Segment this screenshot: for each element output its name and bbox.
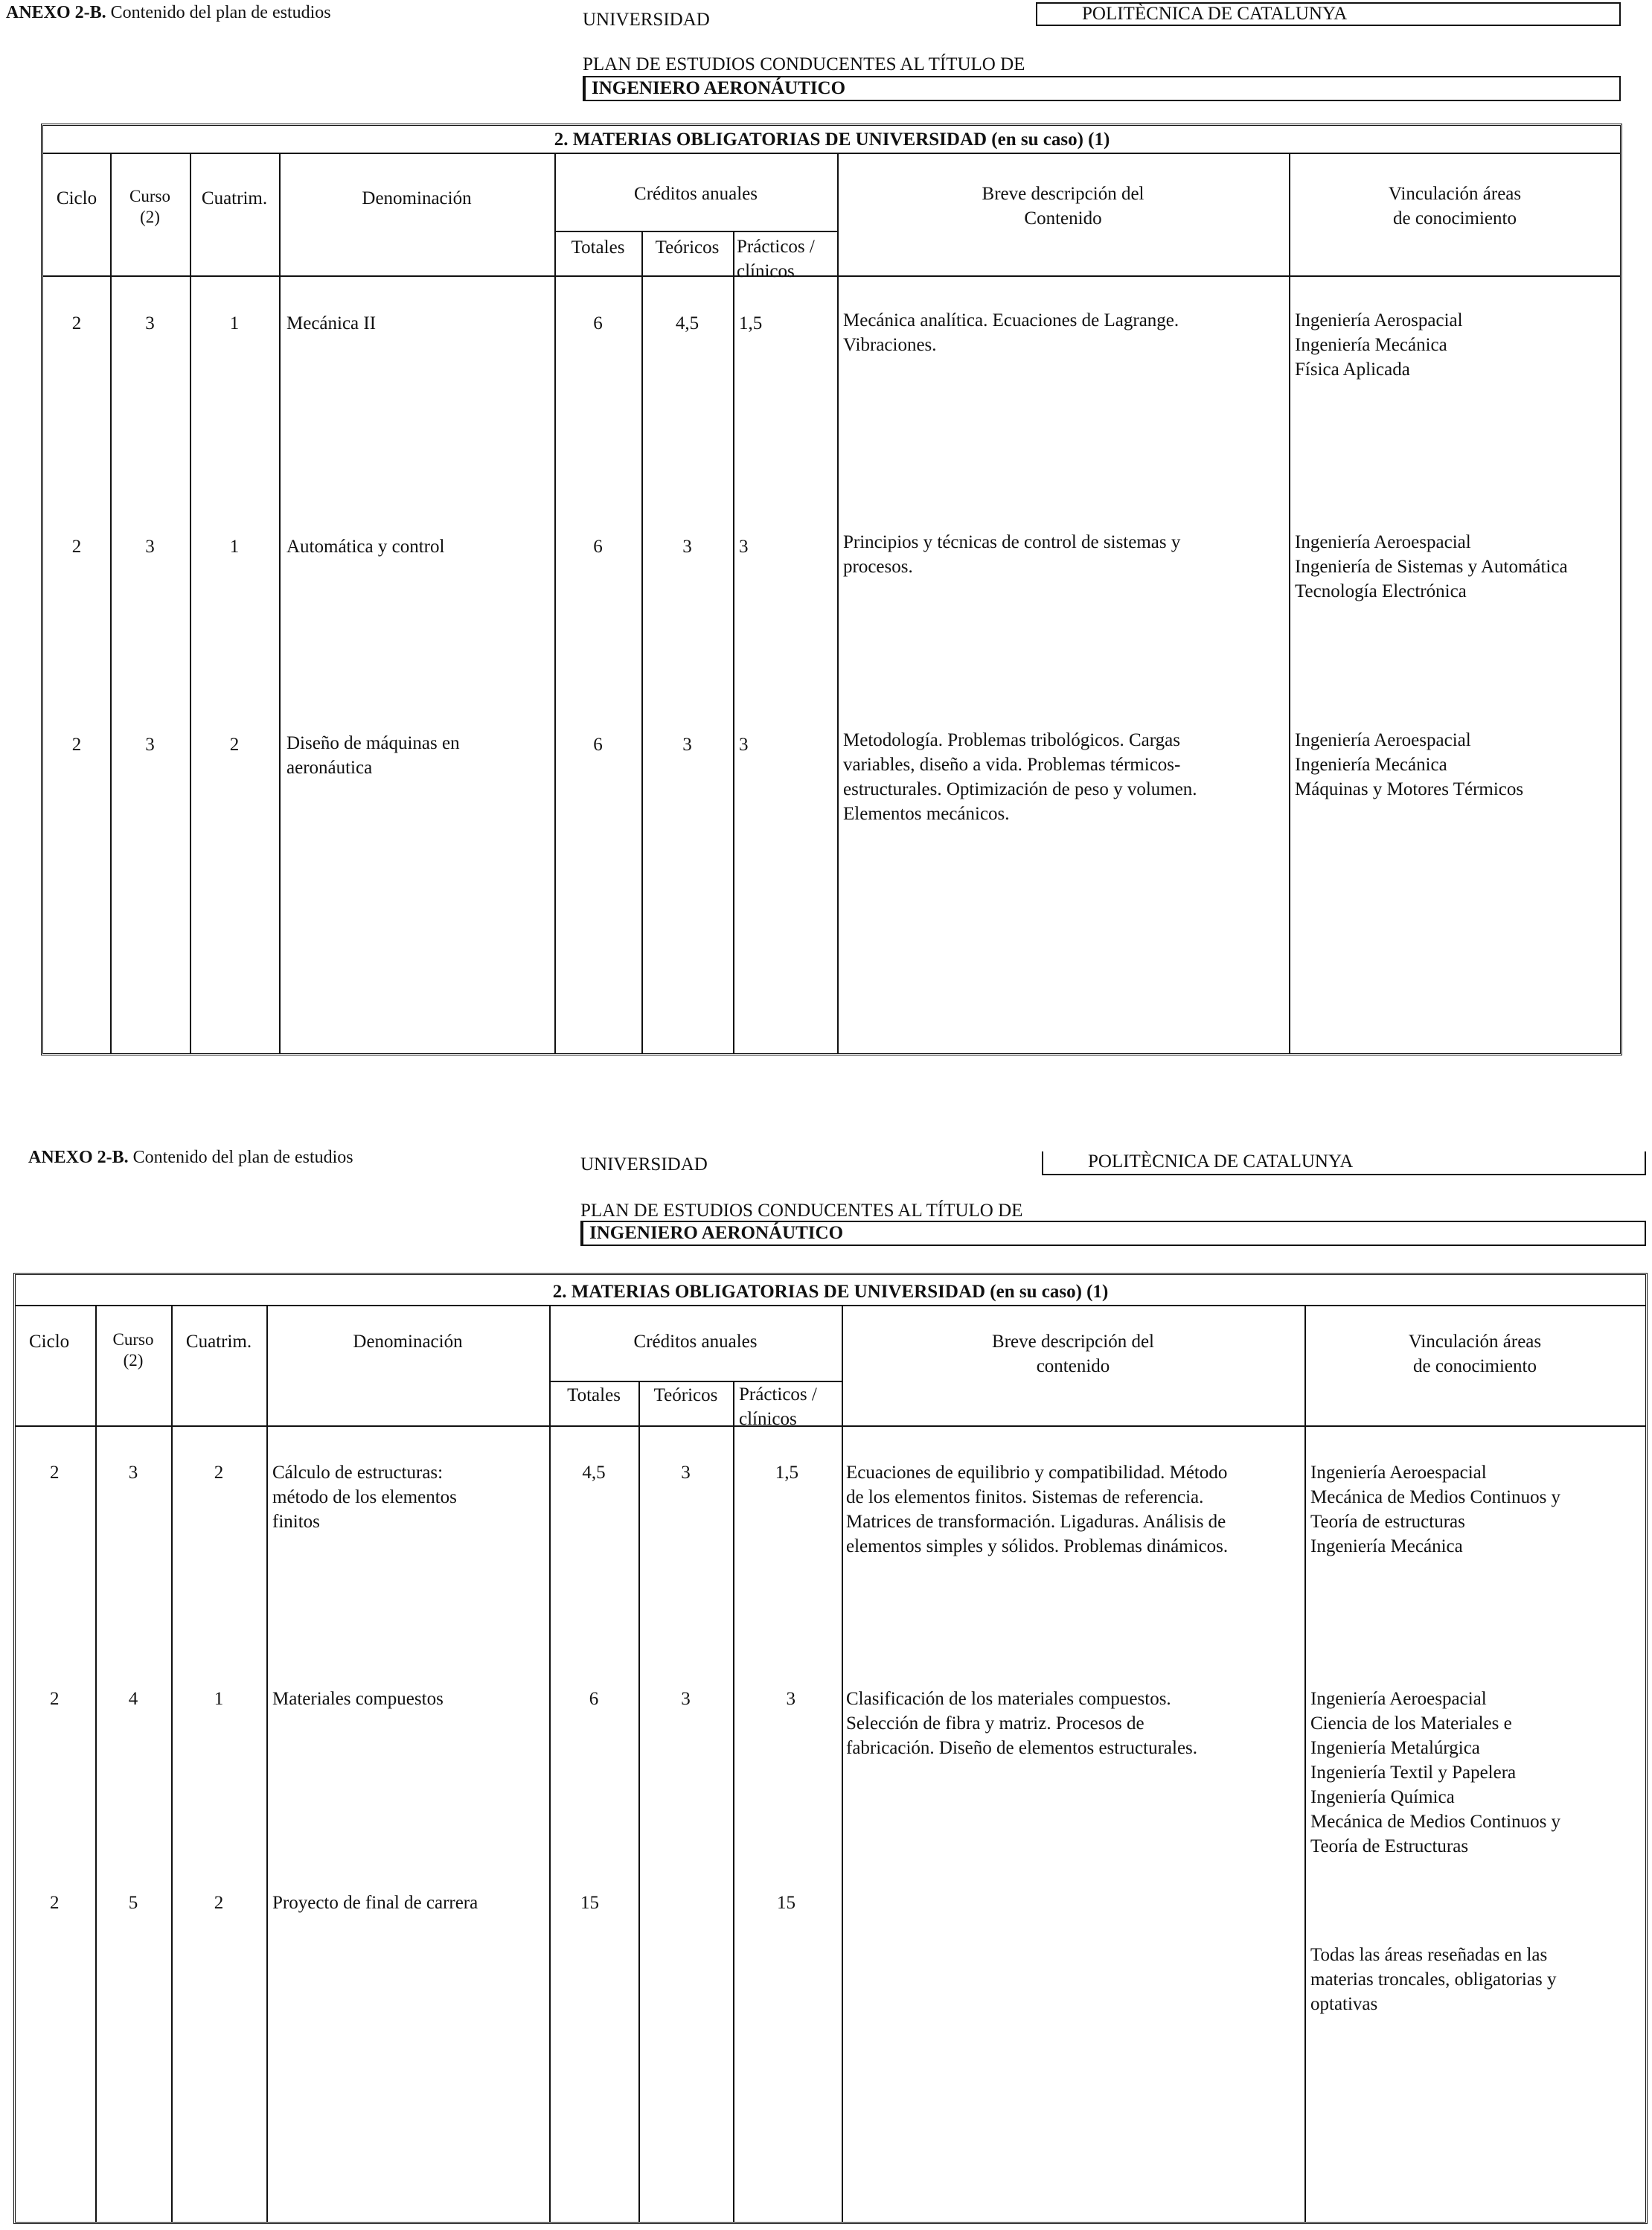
- cell-vinculacion: Ingeniería Aeroespacial Mecánica de Medios Continuos y Teoría de estructuras Ingeniería Mecánica: [1310, 1463, 1561, 1556]
- cell-curso: 4: [128, 1689, 138, 1709]
- titulo-value: INGENIERO AERONÁUTICO: [580, 1221, 1646, 1246]
- cell-vinculacion: Todas las áreas reseñadas en las materias troncales, obligatorias y optativas: [1310, 1945, 1557, 2014]
- cell-cuatrim: 2: [229, 735, 240, 755]
- col-denominacion: Denominación: [362, 188, 472, 208]
- cell-denominacion: Automática y control: [286, 537, 445, 557]
- cell-cuatrim: 2: [214, 1893, 224, 1913]
- cell-teoricos: 4,5: [675, 313, 699, 333]
- col-descripcion: Breve descripción del Contenido: [982, 184, 1144, 229]
- cell-denominacion: Proyecto de final de carrera: [272, 1893, 478, 1913]
- cell-ciclo: 2: [71, 313, 82, 333]
- cell-descripcion: Principios y técnicas de control de sistemas y procesos.: [843, 532, 1181, 577]
- cell-practicos: 1,5: [739, 313, 763, 333]
- plan-label: PLAN DE ESTUDIOS CONDUCENTES AL TÍTULO DE: [583, 54, 1025, 74]
- cell-curso: 3: [128, 1463, 138, 1483]
- cell-cuatrim: 1: [229, 537, 240, 557]
- cell-totales: 6: [593, 735, 603, 755]
- col-vinculacion: Vinculación áreas de conocimiento: [1408, 1332, 1542, 1376]
- cell-ciclo: 2: [71, 735, 82, 755]
- table-banner: 2. MATERIAS OBLIGATORIAS DE UNIVERSIDAD (en su caso) (1): [552, 1282, 1109, 1302]
- col-practicos: Prácticos / clínicos: [737, 237, 815, 281]
- cell-ciclo: 2: [50, 1893, 60, 1913]
- anexo-heading: ANEXO 2-B. Contenido del plan de estudios: [6, 3, 331, 22]
- cell-curso: 3: [145, 537, 155, 557]
- cell-cuatrim: 2: [214, 1463, 224, 1483]
- cell-teoricos: 3: [682, 537, 692, 557]
- col-ciclo: Ciclo: [56, 188, 97, 208]
- cell-curso: 3: [145, 735, 155, 755]
- cell-ciclo: 2: [50, 1689, 60, 1709]
- cell-cuatrim: 1: [229, 313, 240, 333]
- cell-vinculacion: Ingeniería Aeroespacial Ingeniería Mecánica Máquinas y Motores Térmicos: [1295, 730, 1524, 799]
- universidad-label: UNIVERSIDAD: [580, 1154, 708, 1175]
- titulo-value: INGENIERO AERONÁUTICO: [583, 76, 1621, 101]
- cell-teoricos: 3: [681, 1463, 691, 1483]
- cell-denominacion: Cálculo de estructuras: método de los elementos finitos: [272, 1463, 457, 1532]
- cell-denominacion: Diseño de máquinas en aeronáutica: [286, 733, 460, 778]
- col-totales: Totales: [571, 237, 625, 258]
- cell-cuatrim: 1: [214, 1689, 224, 1709]
- cell-curso: 5: [128, 1893, 138, 1913]
- cell-practicos: 3: [786, 1689, 795, 1709]
- cell-teoricos: 3: [681, 1689, 691, 1709]
- cell-ciclo: 2: [50, 1463, 60, 1483]
- universidad-value: POLITÈCNICA DE CATALUNYA: [1042, 1151, 1646, 1175]
- cell-vinculacion: Ingeniería Aerospacial Ingeniería Mecánica Física Aplicada: [1295, 310, 1463, 380]
- cell-descripcion: Metodología. Problemas tribológicos. Cargas variables, diseño a vida. Problemas térmicos- estructurales. Optimización de peso y volumen. Elementos mecánicos.: [843, 730, 1197, 824]
- cell-curso: 3: [145, 313, 155, 333]
- col-cuatrim: Cuatrim.: [201, 188, 268, 208]
- cell-descripcion: Clasificación de los materiales compuestos. Selección de fibra y matriz. Procesos de fabricación. Diseño de elementos estructurales.: [846, 1689, 1198, 1758]
- col-curso: Curso (2): [129, 187, 170, 226]
- col-teoricos: Teóricos: [655, 237, 720, 258]
- cell-descripcion: Ecuaciones de equilibrio y compatibilidad. Método de los elementos finitos. Sistemas de referencia. Matrices de transformación. Ligaduras. Análisis de elementos simples y sólidos. Problemas dinámicos.: [846, 1463, 1229, 1556]
- col-totales: Totales: [567, 1385, 621, 1405]
- col-ciclo: Ciclo: [29, 1332, 70, 1352]
- cell-totales: 6: [593, 537, 603, 557]
- col-practicos: Prácticos / clínicos: [739, 1384, 817, 1429]
- universidad-value: POLITÈCNICA DE CATALUNYA: [1036, 2, 1621, 26]
- col-teoricos: Teóricos: [653, 1385, 718, 1405]
- cell-vinculacion: Ingeniería Aeroespacial Ingeniería de Sistemas y Automática Tecnología Electrónica: [1295, 532, 1568, 601]
- cell-descripcion: Mecánica analítica. Ecuaciones de Lagrange. Vibraciones.: [843, 310, 1179, 355]
- anexo-heading: ANEXO 2-B. Contenido del plan de estudios: [28, 1148, 353, 1167]
- col-creditos: Créditos anuales: [633, 1332, 758, 1352]
- col-vinculacion: Vinculación áreas de conocimiento: [1388, 184, 1522, 229]
- col-descripcion: Breve descripción del contenido: [992, 1332, 1154, 1376]
- cell-ciclo: 2: [71, 537, 82, 557]
- col-denominacion: Denominación: [353, 1332, 463, 1352]
- cell-totales: 4,5: [582, 1463, 606, 1483]
- cell-totales: 6: [593, 313, 603, 333]
- col-curso: Curso (2): [112, 1330, 154, 1370]
- table-banner: 2. MATERIAS OBLIGATORIAS DE UNIVERSIDAD (en su caso) (1): [554, 130, 1110, 150]
- cell-totales: 6: [589, 1689, 599, 1709]
- col-creditos: Créditos anuales: [634, 184, 758, 204]
- cell-practicos: 15: [777, 1893, 795, 1913]
- cell-teoricos: 3: [682, 735, 692, 755]
- plan-label: PLAN DE ESTUDIOS CONDUCENTES AL TÍTULO DE: [580, 1201, 1023, 1221]
- cell-practicos: 1,5: [775, 1463, 798, 1483]
- cell-practicos: 3: [739, 735, 749, 755]
- cell-denominacion: Materiales compuestos: [272, 1689, 444, 1709]
- cell-practicos: 3: [739, 537, 749, 557]
- universidad-label: UNIVERSIDAD: [583, 10, 710, 30]
- cell-denominacion: Mecánica II: [286, 313, 377, 333]
- cell-vinculacion: Ingeniería Aeroespacial Ciencia de los Materiales e Ingeniería Metalúrgica Ingeniería Textil y Papelera Ingeniería Química Mecánica de Medios Continuos y Teoría de Estructuras: [1310, 1689, 1561, 1856]
- cell-totales: 15: [580, 1893, 599, 1913]
- col-cuatrim: Cuatrim.: [185, 1332, 252, 1352]
